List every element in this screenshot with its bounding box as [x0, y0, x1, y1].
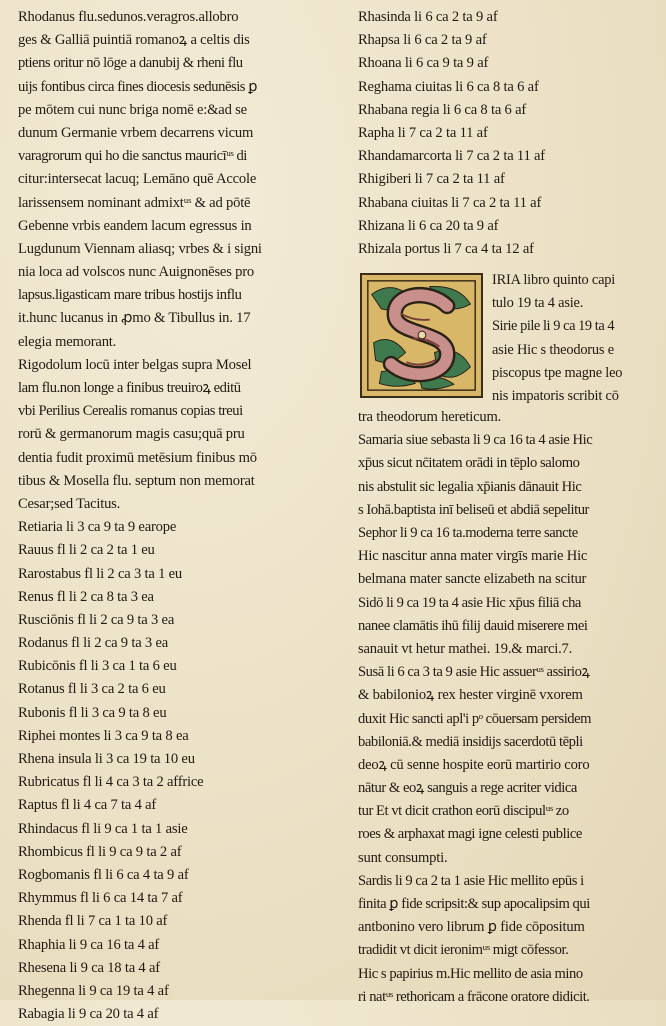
- text-line: Rhaphia li 9 ca 16 ta 4 af: [18, 936, 160, 953]
- text-line: Gebenne vrbis eandem lacum egressus in: [18, 217, 252, 234]
- text-line: Hic s papirius m.Hic mellito de asia mino: [358, 965, 583, 982]
- text-line: Renus fl li 2 ca 8 ta 3 ea: [18, 588, 154, 605]
- text-beside-initial: [492, 269, 664, 408]
- entry-line: Rhapsa li 6 ca 2 ta 9 af: [358, 32, 487, 49]
- text-line: Rodanus fl li 2 ca 9 ta 3 ea: [18, 635, 169, 652]
- text-line: sunt consumpti.: [358, 849, 448, 866]
- text-line: Rigodolum locū inter belgas supra Mosel: [18, 356, 252, 373]
- text-line: Rubricatus fl li 4 ca 3 ta 2 affrice: [18, 774, 204, 791]
- text-line: Rhenda fl li 7 ca 1 ta 10 af: [18, 913, 168, 930]
- text-line: rorū & germanorum magis casu;quā pru: [18, 426, 245, 443]
- text-line: lam flu.non longe a finibus treuiroꝝ editū: [18, 380, 241, 396]
- text-line: Hic nascitur anna mater virgīs marie Hic: [358, 548, 588, 565]
- entry-line: Rhigiberi li 7 ca 2 ta 11 af: [358, 171, 505, 188]
- text-line: dunum Germanie vrbem decarrens vicum: [18, 124, 254, 141]
- text-line: Rarostabus fl li 2 ca 3 ta 1 eu: [18, 565, 183, 582]
- text-line: Rubonis fl li 3 ca 9 ta 8 eu: [18, 704, 167, 721]
- text-line: Sirie pile li 9 ca 19 ta 4: [492, 318, 615, 335]
- text-line: Sidō li 9 ca 19 ta 4 asie Hic xp̄us filiā cha: [358, 594, 581, 611]
- text-line: elegia memorant.: [18, 333, 117, 350]
- entry-line: Rhabana ciuitas li 7 ca 2 ta 11 af: [358, 194, 542, 211]
- text-line: Cesar;sed Tacitus.: [18, 495, 121, 512]
- right-text-column: [358, 6, 664, 1009]
- text-line: Rhymmus fl li 6 ca 14 ta 7 af: [18, 890, 183, 907]
- text-line: tibus & Mosella flu. septum non memorat: [18, 472, 255, 489]
- text-line: larissensem nominant admixtᵘˢ & ad pōtē: [18, 194, 251, 211]
- text-after-initial: [358, 406, 664, 1009]
- text-line: nanee clamātis ihū filij dauid miserere mei: [358, 617, 588, 634]
- text-line: finita ꝑ fide scripsit:& sup apocalipsim qui: [358, 896, 590, 912]
- text-line: lapsus.ligasticam mare tribus hostijs influ: [18, 287, 242, 304]
- text-line: piscopus tpe magne leo: [492, 364, 623, 381]
- text-line: Sardis li 9 ca 2 ta 1 asie Hic mellito epūs i: [358, 872, 584, 889]
- text-line: Rotanus fl li 3 ca 2 ta 6 eu: [18, 681, 166, 698]
- text-line: Rubicōnis fl li 3 ca 1 ta 6 eu: [18, 658, 177, 675]
- text-line: pe mōtem cui nunc briga nomē e:&ad se: [18, 101, 247, 118]
- entry-line: Rhizana li 6 ca 20 ta 9 af: [358, 217, 499, 234]
- text-line: Samaria siue sebasta li 9 ca 16 ta 4 asie Hic: [358, 432, 593, 449]
- text-line: Rhena insula li 3 ca 19 ta 10 eu: [18, 751, 195, 767]
- text-line: deoꝝ cū senne hospite eorū martirio coro: [358, 756, 590, 773]
- text-line: Rhesena li 9 ca 18 ta 4 af: [18, 959, 160, 976]
- text-line: Rogbomanis fl li 6 ca 4 ta 9 af: [18, 866, 189, 883]
- drop-initial-block: [358, 269, 664, 406]
- text-line: Lugdunum Viennam aliasq; vrbes & i signi: [18, 240, 262, 257]
- text-line: & babilonioꝝ rex hester virginē vxorem: [358, 687, 583, 704]
- text-line: uijs fontibus circa fines diocesis sedunēsis ꝑ: [18, 78, 258, 95]
- text-line: asie Hic s theodorus e: [492, 341, 614, 358]
- text-line: tra theodorum hereticum.: [358, 409, 502, 426]
- text-line: Rauus fl li 2 ca 2 ta 1 eu: [18, 542, 155, 559]
- text-line: Susā li 6 ca 3 ta 9 asie Hic assuerᵘˢ assirioꝝ: [358, 664, 590, 681]
- text-line: Rabagia li 9 ca 20 ta 4 af: [18, 1006, 159, 1023]
- text-line: babiloniā.& mediā insidijs sacerdotū tēpli: [358, 733, 583, 750]
- text-line: Rhindacus fl li 9 ca 1 ta 1 asie: [18, 820, 188, 837]
- right-column-entries: [358, 6, 664, 261]
- text-line: Rhegenna li 9 ca 19 ta 4 af: [18, 982, 169, 999]
- text-line: dentia fudit proximū metēsium finibus mō: [18, 449, 257, 466]
- entry-line: Rhabana regia li 6 ca 8 ta 6 af: [358, 101, 527, 118]
- decorated-initial-letter: [360, 273, 483, 398]
- text-line: tradidit vt dicit ieronimᵘˢ migt cōfessor.: [358, 942, 569, 959]
- text-line: xp̄us sicut nc̄itatem orādi in tēplo salomo: [358, 455, 580, 472]
- text-line: varagrorum qui ho die sanctus mauricīᵘˢ di: [18, 148, 247, 165]
- text-line: belmana mater sancte elizabeth na scitur: [358, 571, 587, 588]
- text-line: nātur & eoꝝ sanguis a rege acriter vidica: [358, 780, 577, 797]
- text-line: antbonino vero librum ꝑ fide cōpositum: [358, 919, 585, 936]
- decorated-initial-s-icon: [362, 275, 481, 396]
- entry-line: Reghama ciuitas li 6 ca 8 ta 6 af: [358, 78, 539, 95]
- text-line: Retiaria li 3 ca 9 ta 9 earope: [18, 519, 177, 536]
- text-line: ri natᵘˢ rethoricam a frācone oratore didicit.: [358, 988, 590, 1005]
- text-line: nis impatoris scribit cō: [492, 388, 619, 404]
- entry-line: Rhasinda li 6 ca 2 ta 9 af: [358, 9, 498, 25]
- text-line: sanauit vt hetur mathei. 19.& marci.7.: [358, 640, 573, 657]
- text-line: tulo 19 ta 4 asie.: [492, 295, 584, 312]
- text-line: duxit Hic sancti apl'i pᵒ cōuersam persidem: [358, 710, 592, 727]
- text-line: nia loca ad volscos nunc Auignonēses pro: [18, 264, 254, 281]
- text-line: it.hunc lucanus in ꝓmo & Tibullus in. 17: [18, 310, 251, 327]
- text-line: Riphei montes li 3 ca 9 ta 8 ea: [18, 727, 189, 744]
- text-line: IRIA libro quinto capi: [492, 272, 616, 289]
- text-line: Rhombicus fl li 9 ca 9 ta 2 af: [18, 843, 182, 860]
- text-line: citur:intersecat lacuq; Lemāno quē Accole: [18, 171, 257, 188]
- text-line: tur Et vt dicit crathon eorū discipulᵘˢ zo: [358, 803, 569, 820]
- text-line: ptiens oritur nō lōge a danubij & rheni flu: [18, 55, 243, 72]
- left-text-column: [18, 6, 340, 1026]
- text-line: vbi Perilius Cerealis romanus copias treui: [18, 403, 243, 420]
- text-line: Raptus fl li 4 ca 7 ta 4 af: [18, 797, 157, 814]
- text-line: Rusciōnis fl li 2 ca 9 ta 3 ea: [18, 611, 175, 628]
- entry-line: Rapha li 7 ca 2 ta 11 af: [358, 124, 488, 141]
- text-line: s Iohā.baptista inī beliseū et abdiā sepelitur: [358, 501, 589, 518]
- text-line: nis abstulit sic legalia xp̄ianis dānauit Hic: [358, 478, 582, 495]
- entry-line: Rhoana li 6 ca 9 ta 9 af: [358, 55, 489, 72]
- text-line: Sephor li 9 ca 16 ta.moderna terre sancte: [358, 525, 578, 541]
- text-line: ges & Galliā puintiā romanoꝝ a celtis dis: [18, 32, 250, 49]
- entry-line: Rhizala portus li 7 ca 4 ta 12 af: [358, 240, 534, 257]
- entry-line: Rhandamarcorta li 7 ca 2 ta 11 af: [358, 148, 545, 165]
- text-line: roes & arphaxat magi igne celesti publice: [358, 826, 582, 843]
- text-line: Rhodanus flu.sedunos.veragros.allobro: [18, 9, 239, 25]
